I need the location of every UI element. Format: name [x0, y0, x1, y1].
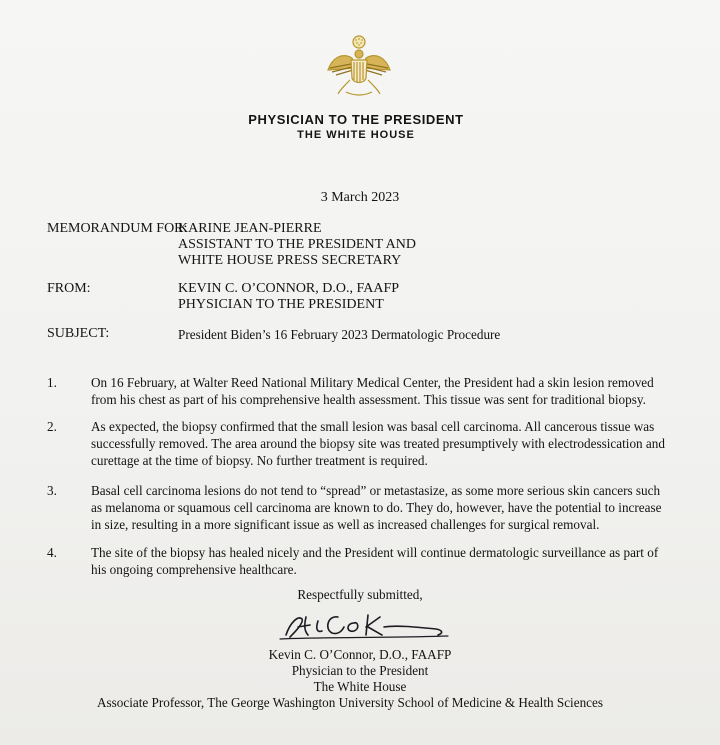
memo-subject: President Biden’s 16 February 2023 Dermatologic Procedure [178, 327, 501, 342]
paragraph-line: his ongoing comprehensive healthcare. [91, 562, 297, 577]
closing-salutation: Respectfully submitted, [297, 587, 423, 602]
paragraph-number: 2. [47, 419, 57, 434]
sender-line: PHYSICIAN TO THE PRESIDENT [178, 297, 384, 312]
memo-date: 3 March 2023 [320, 190, 400, 205]
memo-from-sender [178, 281, 399, 313]
paragraph-number: 3. [47, 483, 57, 498]
paragraph-text [91, 374, 711, 408]
paragraph-number: 1. [47, 375, 57, 390]
paragraph-text [91, 544, 711, 578]
paragraph-line: The site of the biopsy has healed nicely and the President will continue dermatologic surveillance as part of [91, 545, 659, 560]
paragraph-text [91, 482, 711, 533]
signature-affiliation: Associate Professor, The George Washington University School of Medicine & Health Sciences [96, 695, 604, 710]
paragraph-number: 4. [47, 545, 57, 560]
memo-to-recipient [178, 221, 416, 269]
memo-from-label: FROM: [47, 281, 91, 296]
recipient-line: KARINE JEAN-PIERRE [178, 221, 322, 236]
paragraph-text [91, 418, 711, 469]
memo-subject-label: SUBJECT: [47, 326, 110, 341]
sender-line: KEVIN C. O’CONNOR, D.O., FAAFP [178, 281, 400, 296]
presidential-seal-eagle-icon [320, 34, 398, 102]
signature-title: Physician to the President [291, 663, 429, 678]
letterhead-subtitle: THE WHITE HOUSE [297, 129, 415, 141]
recipient-line: ASSISTANT TO THE PRESIDENT AND [178, 237, 416, 252]
signature-office: The White House [313, 679, 407, 694]
handwritten-signature-icon [276, 605, 456, 645]
paragraph-line: As expected, the biopsy confirmed that the small lesion was basal cell carcinoma. All cancerous tissue was [91, 419, 655, 434]
paragraph-line: Basal cell carcinoma lesions do not tend to “spread” or metastasize, as some more serious skin cancers such [91, 483, 661, 498]
signature-name: Kevin C. O’Connor, D.O., FAAFP [268, 647, 452, 662]
paragraph-line: from his chest as part of his comprehensive health assessment. This tissue was sent for traditional biopsy. [91, 392, 646, 407]
paragraph-line: successfully removed. The area around the biopsy site was treated presumptively with electrodessication and [91, 436, 665, 451]
memo-to-label: MEMORANDUM FOR: [47, 221, 188, 236]
paragraph-line: curettage at the time of biopsy. No further treatment is required. [91, 453, 428, 468]
paragraph-line: On 16 February, at Walter Reed National Military Medical Center, the President had a skin lesion removed [91, 375, 654, 390]
paragraph-line: as melanoma or squamous cell carcinoma are known to do. They do, however, have the potential to increase [91, 500, 662, 515]
recipient-line: WHITE HOUSE PRESS SECRETARY [178, 253, 402, 268]
paragraph-line: in size, resulting in a more significant issue as well as increased challenges for surgical removal. [91, 517, 600, 532]
letterhead-title: PHYSICIAN TO THE PRESIDENT [248, 112, 464, 127]
